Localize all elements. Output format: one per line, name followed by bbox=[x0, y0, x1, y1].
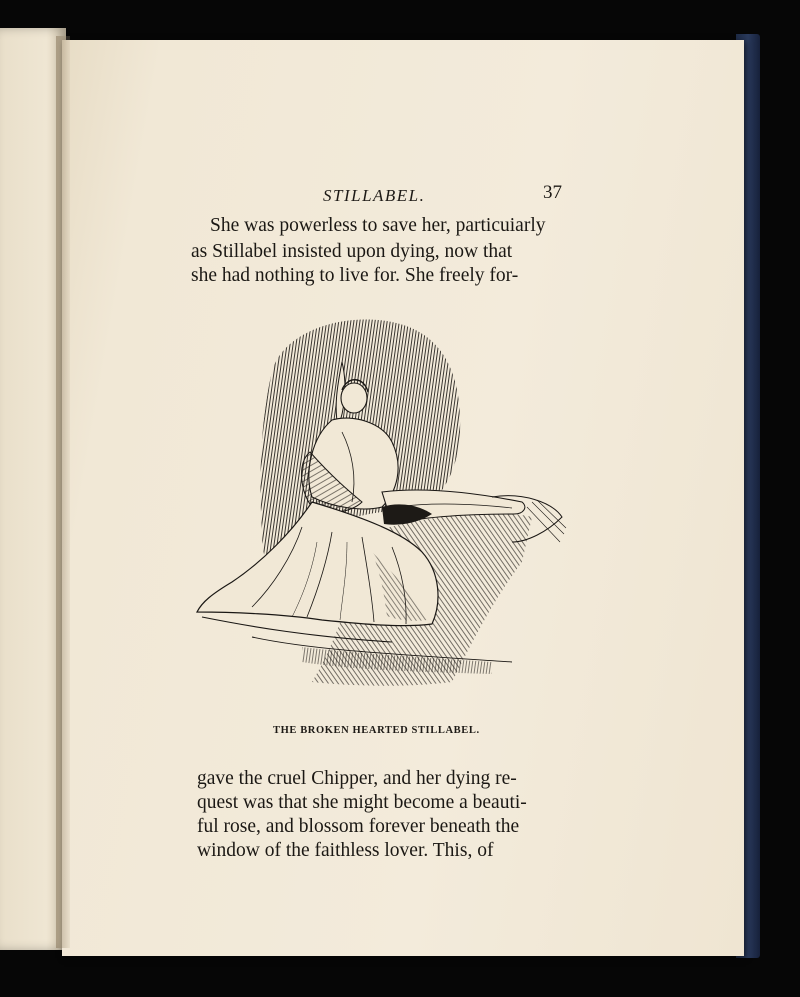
text-line-7: window of the faithless lover. This, of bbox=[197, 840, 494, 861]
text-line-5: quest was that she might become a beauti- bbox=[197, 792, 527, 813]
text-line-6: ful rose, and blossom forever beneath the bbox=[197, 816, 520, 837]
page-number: 37 bbox=[543, 182, 562, 203]
text-line-1: She was powerless to save her, particuiarly bbox=[210, 215, 546, 236]
text-line-3: she had nothing to live for. She freely for- bbox=[191, 265, 519, 286]
text-line-4: gave the cruel Chipper, and her dying re- bbox=[197, 768, 517, 789]
illustration-broken-hearted-stillabel bbox=[192, 302, 570, 712]
page-gutter bbox=[56, 36, 70, 948]
running-head: STILLABEL. bbox=[323, 186, 426, 205]
text-line-2: as Stillabel insisted upon dying, now that bbox=[191, 241, 513, 262]
illustration-caption: THE BROKEN HEARTED STILLABEL. bbox=[273, 725, 480, 736]
